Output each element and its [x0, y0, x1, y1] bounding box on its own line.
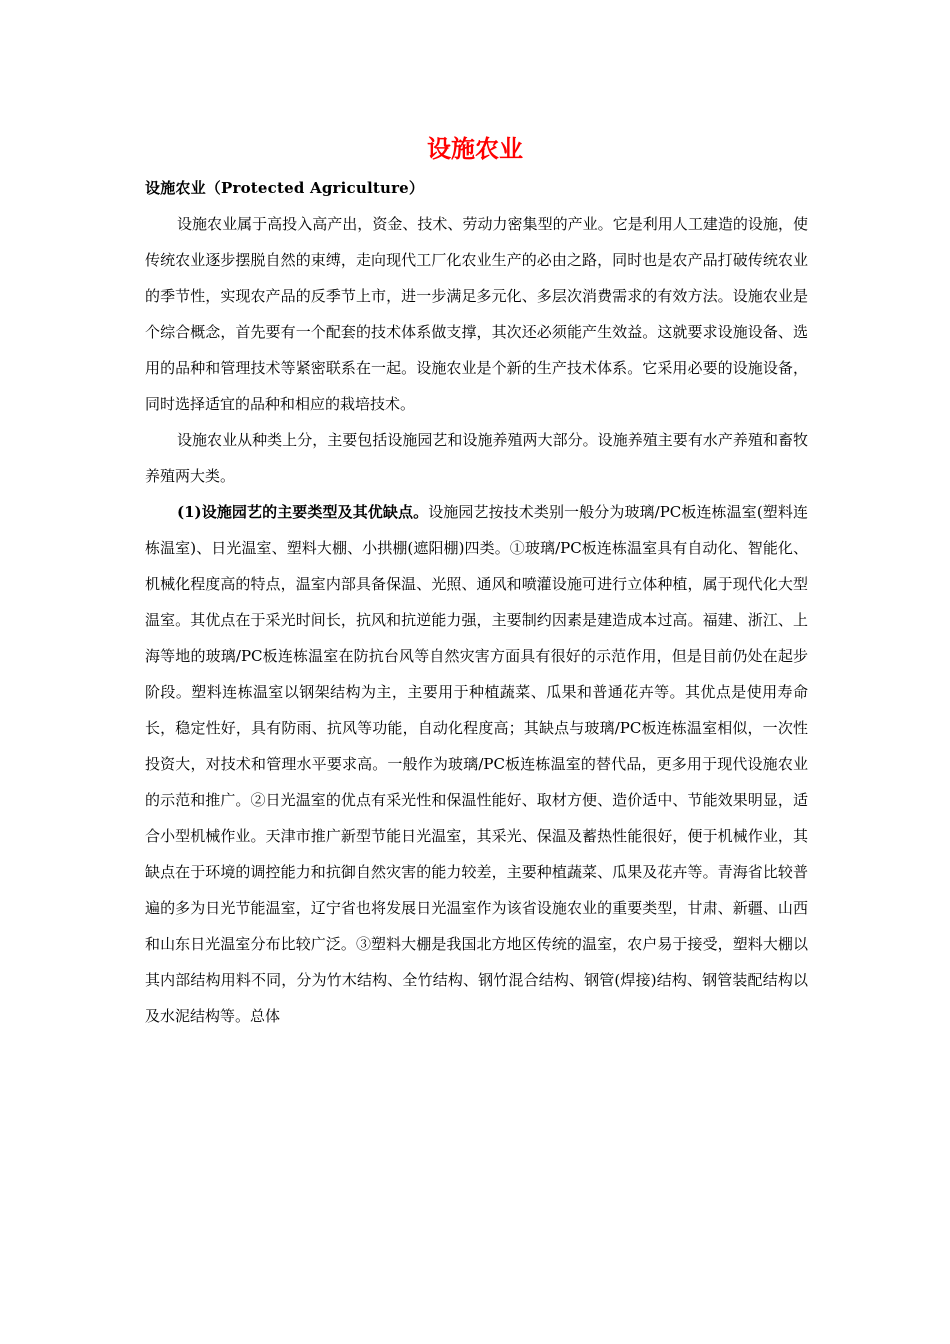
subheading: 设施农业（Protected Agriculture） — [145, 179, 425, 197]
section-paragraph — [145, 494, 808, 1034]
paragraph: 设施农业从种类上分，主要包括设施园艺和设施养殖两大部分。设施养殖主要有水产养殖和畜牧养殖两大类。 — [145, 431, 808, 485]
paragraph: 设施农业属于高投入高产出，资金、技术、劳动力密集型的产业。它是利用人工建造的设施，使传统农业逐步摆脱自然的束缚，走向现代工厂化农业生产的必由之路，同时也是农产品打破传统农业的季节性，实现农产品的反季节上市，进一步满足多元化、多层次消费需求的有效方法。设施农业是个综合概念，首先要有一个配套的技术体系做支撑，其次还必须能产生效益。这就要求设施设备、选用的品种和管理技术等紧密联系在一起。设施农业是个新的生产技术体系。它采用必要的设施设备，同时选择适宜的品种和相应的栽培技术。 — [145, 215, 808, 413]
section-lead: (1)设施园艺的主要类型及其优缺点。 — [177, 503, 429, 521]
section-body: 设施园艺按技术类别一般分为玻璃/PC板连栋温室(塑料连栋温室)、日光温室、塑料大棚、小拱棚(遮阳棚)四类。①玻璃/PC板连栋温室具有自动化、智能化、机械化程度高的特点，温室内部具备保温、光照、通风和喷灌设施可进行立体种植，属于现代化大型温室。其优点在于采光时间长，抗风和抗逆能力强，主要制约因素是建造成本过高。福建、浙江、上海等地的玻璃/PC板连栋温室在防抗台风等自然灾害方面具有很好的示范作用，但是目前仍处在起步阶段。塑料连栋温室以钢架结构为主，主要用于种植蔬菜、瓜果和普通花卉等。其优点是使用寿命长，稳定性好，具有防雨、抗风等功能，自动化程度高；其缺点与玻璃/PC板连栋温室相似，一次性投资大，对技术和管理水平要求高。一般作为玻璃/PC板连栋温室的替代品，更多用于现代设施农业的示范和推广。②日光温室的优点有采光性和保温性能好、取材方便、造价适中、节能效果明显，适合小型机械作业。天津市推广新型节能日光温室，其采光、保温及蓄热性能很好，便于机械作业，其缺点在于环境的调控能力和抗御自然灾害的能力较差，主要种植蔬菜、瓜果及花卉等。青海省比较普遍的多为日光节能温室，辽宁省也将发展日光温室作为该省设施农业的重要类型，甘肃、新疆、山西和山东日光温室分布比较广泛。③塑料大棚是我国北方地区传统的温室，农户易于接受，塑料大棚以其内部结构用料不同，分为竹木结构、全竹结构、钢竹混合结构、钢管(焊接)结构、钢管装配结构以及水泥结构等。总体 — [145, 503, 808, 1025]
document-body — [145, 170, 808, 1034]
document-title: 设施农业 — [427, 134, 523, 163]
